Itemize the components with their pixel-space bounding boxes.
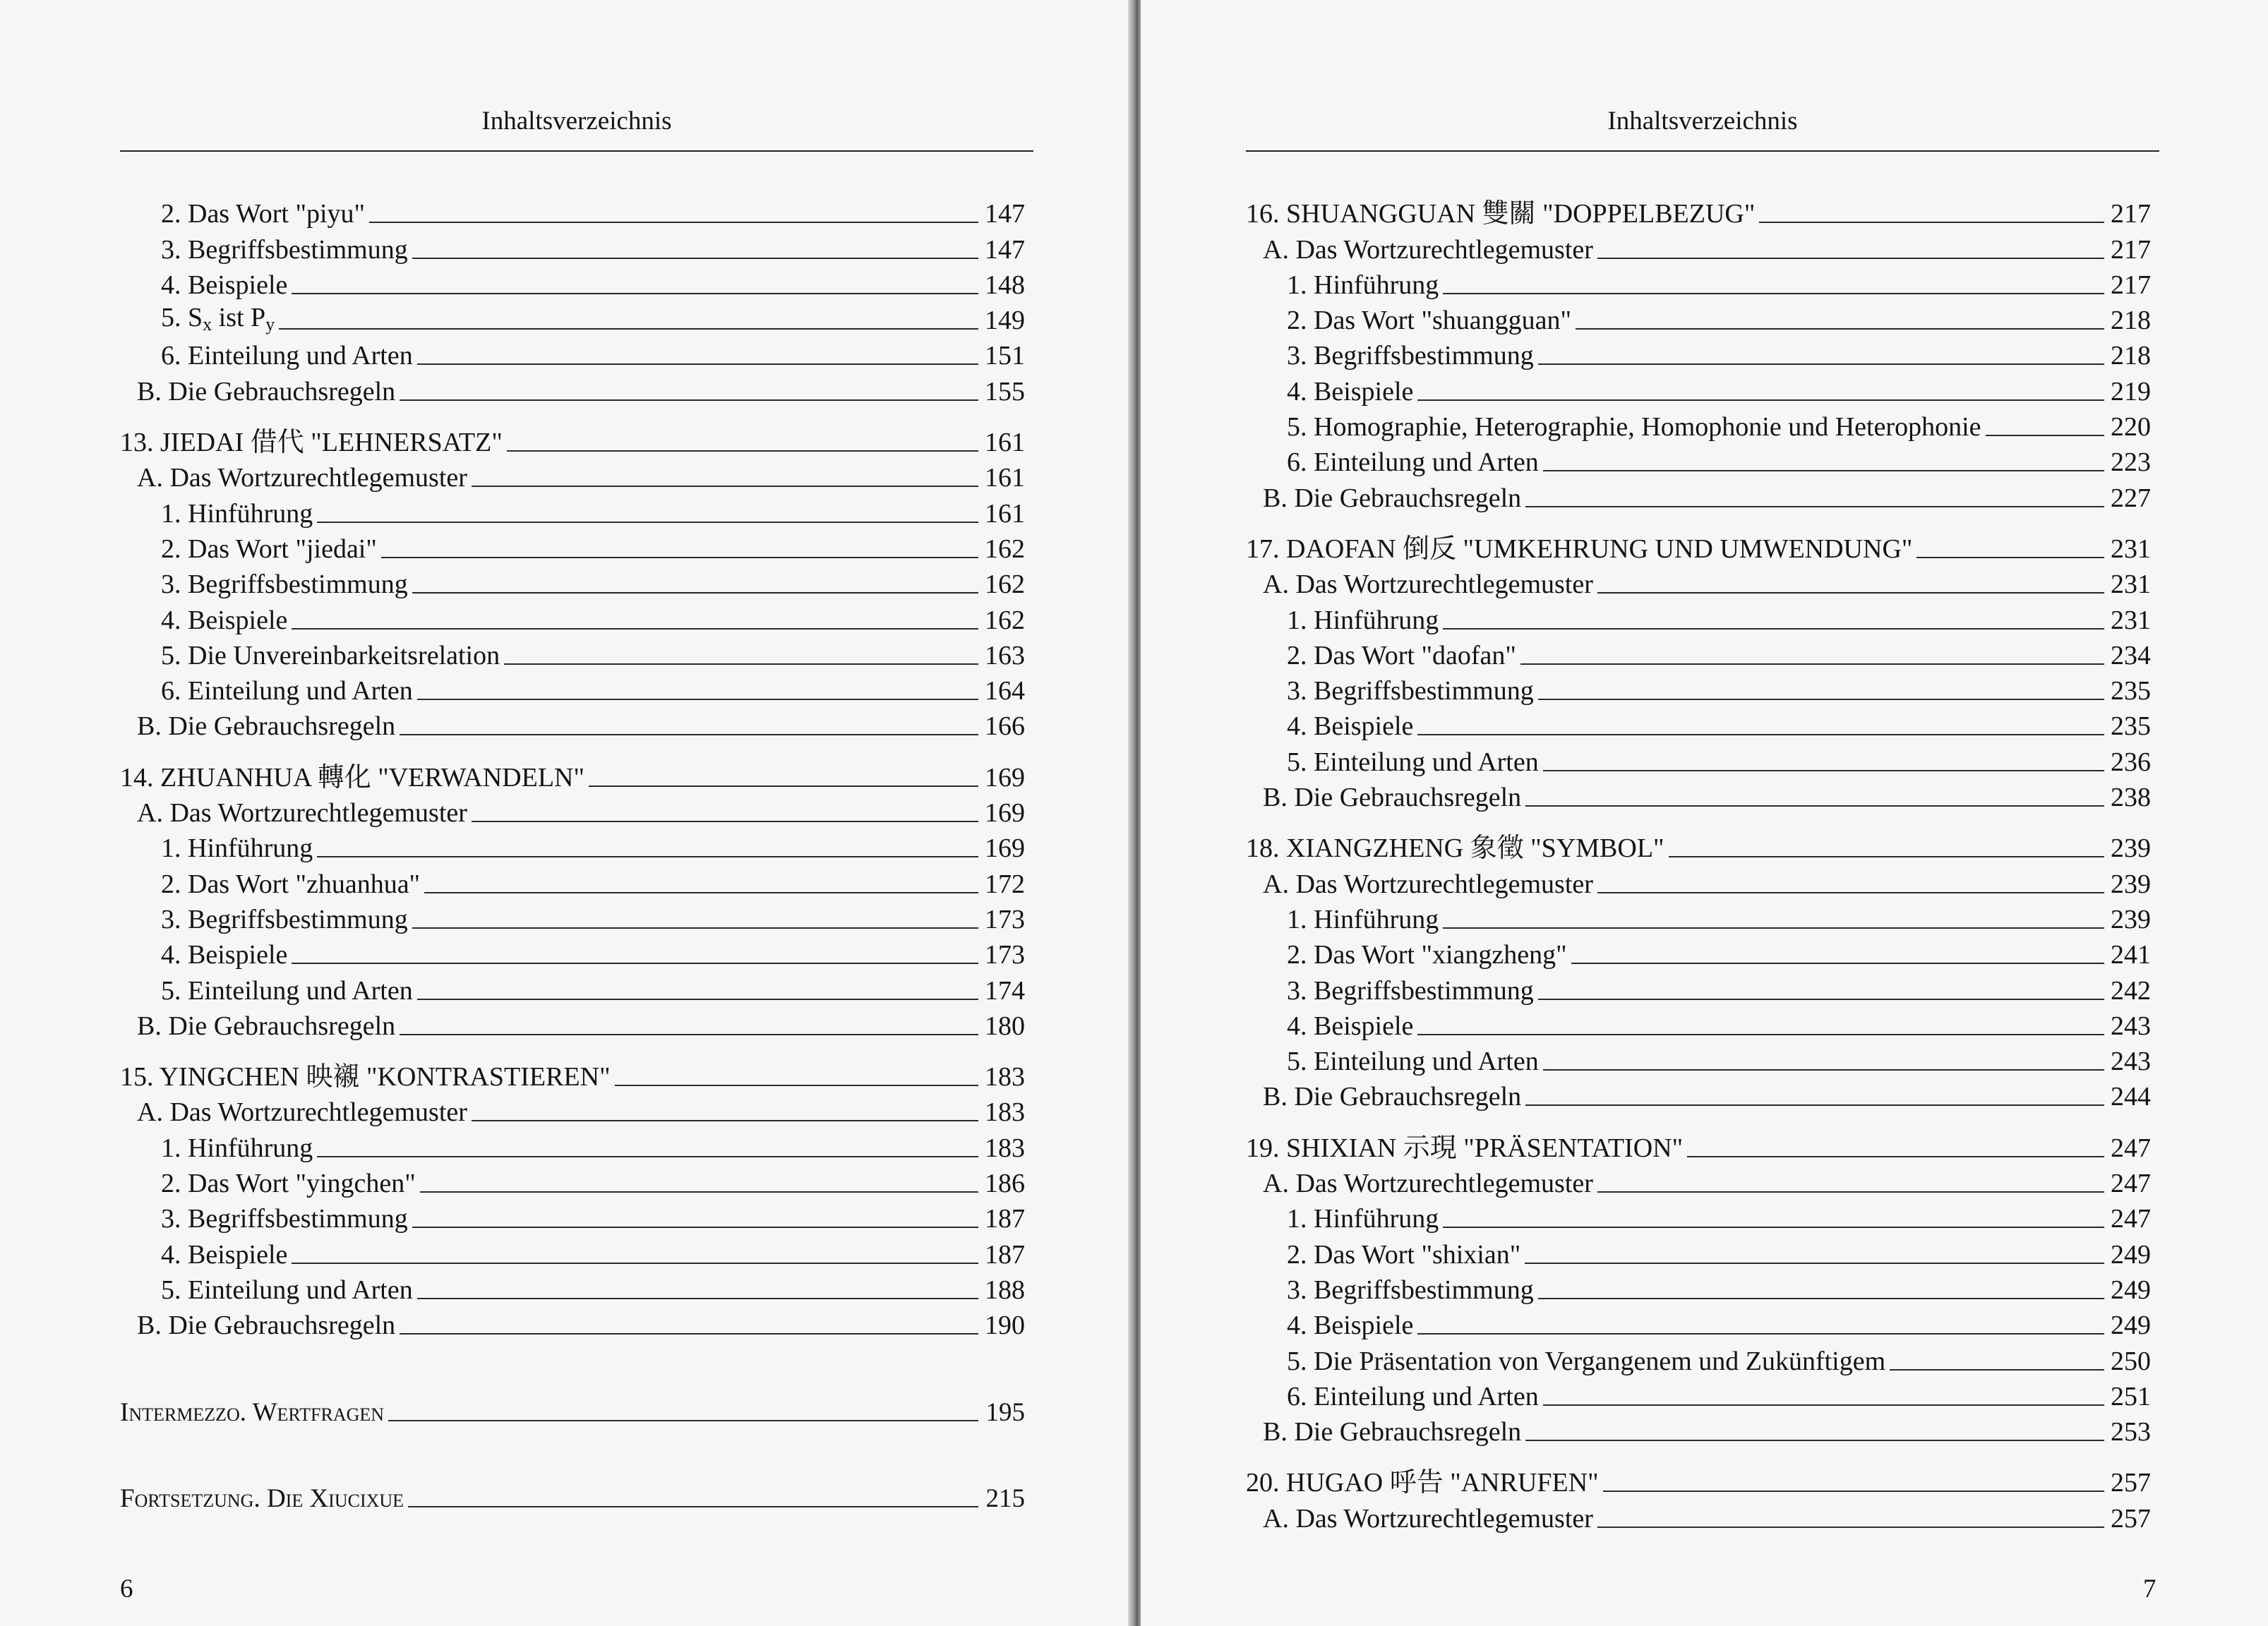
toc-leader-line [400,1034,978,1035]
toc-leader-line [1443,628,2104,630]
toc-entry-title: 15. YINGCHEN 映襯 "KONTRASTIEREN" [120,1062,611,1092]
toc-leader-line [1597,1526,2104,1528]
toc-page-number: 231 [2111,534,2151,564]
toc-entry [1246,598,2151,633]
toc-entry-title: 5. Einteilung und Arten [161,1275,413,1305]
toc-page-number: 169 [985,762,1025,793]
toc-leader-line [472,486,978,487]
toc-page-number: 227 [2111,483,2151,513]
toc-entry-title: A. Das Wortzurechtlegemuster [1263,1169,1593,1199]
toc-entry [1246,933,2151,968]
toc-entry [1246,968,2151,1004]
toc-entry-title: A. Das Wortzurechtlegemuster [137,463,467,493]
toc-page-number: 183 [985,1133,1025,1163]
toc-page-number: 244 [2111,1082,2151,1112]
toc-entry [1246,1339,2151,1374]
toc-entry-title: 3. Begriffsbestimmung [161,1204,408,1234]
toc-page-number: 161 [985,498,1025,529]
toc-leader-line [1543,470,2104,471]
toc-entry [1246,562,2151,598]
toc-page-number: 218 [2111,306,2151,336]
toc-page-number: 173 [985,904,1025,934]
toc-leader-line [412,1227,978,1228]
toc-entry-title: B. Die Gebrauchsregeln [1263,483,1522,513]
toc-entry-title: 3. Begriffsbestimmung [1287,341,1534,371]
right-page [1141,0,2268,1626]
toc-entry [1246,1162,2151,1197]
toc-entry [1246,227,2151,263]
toc-entry [120,1162,1025,1197]
toc-leader-line [1597,1191,2104,1193]
toc-entry-title: 1. Hinführung [1287,270,1439,300]
toc-leader-line [615,1085,978,1086]
toc-page-number: 164 [985,676,1025,706]
toc-page-number: 169 [985,833,1025,864]
toc-leader-line [317,522,978,523]
toc-leader-line [1417,734,2104,735]
toc-entry [120,299,1025,334]
toc-entry-title: 1. Hinführung [161,833,313,864]
toc-page-number: 169 [985,798,1025,829]
toc-leader-line [381,557,978,558]
toc-entry [1246,1375,2151,1410]
toc-page-number: 162 [985,570,1025,600]
toc-entry-title: 6. Einteilung und Arten [1287,1381,1539,1411]
toc-page-number: 174 [985,975,1025,1006]
toc-entry [1246,1410,2151,1445]
toc-page-number: 234 [2111,640,2151,670]
toc-entry-title: 1. Hinführung [1287,605,1439,635]
toc-chapter-entry [1246,192,2151,227]
toc-page-number: 239 [2111,904,2151,934]
toc-page-number: 172 [985,869,1025,899]
toc-entry [1246,1197,2151,1232]
toc-chapter-entry [120,1055,1025,1090]
toc-entry [1246,1303,2151,1339]
toc-page-number: 238 [2111,783,2151,813]
toc-entry-title: 13. JIEDAI 借代 "LEHNERSATZ" [120,428,503,458]
toc-entry [120,898,1025,933]
toc-leader-line [400,1333,978,1335]
toc-entry [1246,776,2151,811]
toc-page-number: 186 [985,1169,1025,1199]
toc-entry-title: 2. Das Wort "jiedai" [161,534,377,564]
toc-leader-line [279,328,978,330]
toc-entry [120,1090,1025,1126]
toc-entry [1246,1040,2151,1075]
toc-entry-title: 2. Das Wort "yingchen" [161,1169,416,1199]
toc-page-number: 241 [2111,940,2151,970]
toc-entry [120,1303,1025,1339]
toc-chapter-entry [120,421,1025,456]
toc-page-number: 215 [985,1483,1025,1513]
toc-leader-line [420,1191,978,1193]
toc-page-number: 162 [985,534,1025,564]
right-toc [1246,192,2151,1532]
toc-page-number: 148 [985,270,1025,300]
toc-entry [1246,1268,2151,1303]
toc-entry [120,227,1025,263]
toc-entry [1246,1075,2151,1110]
toc-page-number: 187 [985,1204,1025,1234]
right-header-rule [1246,150,2159,152]
toc-leader-line [1571,963,2104,964]
toc-entry-title: 17. DAOFAN 倒反 "UMKEHRUNG UND UMWENDUNG" [1246,534,1913,564]
left-header-rule [120,150,1033,152]
toc-entry [1246,1232,2151,1270]
toc-leader-line [1538,363,2104,365]
toc-entry [120,1126,1025,1161]
toc-page-number: 257 [2111,1468,2151,1498]
toc-leader-line [417,999,978,1000]
toc-entry [120,527,1025,562]
toc-page-number: 162 [985,605,1025,635]
toc-entry-title: 4. Beispiele [1287,1011,1414,1041]
toc-leader-line [1597,592,2104,594]
toc-leader-line [1538,699,2104,700]
toc-page-number: 231 [2111,605,2151,635]
toc-entry-title: 4. Beispiele [1287,711,1414,742]
toc-entry-title: 1. Hinführung [161,1133,313,1163]
toc-entry [120,1004,1025,1040]
toc-leader-line [1597,258,2104,259]
toc-entry-title: 3. Begriffsbestimmung [161,234,408,265]
toc-leader-line [504,663,978,665]
toc-page-number: 220 [2111,412,2151,442]
toc-entry [120,263,1025,299]
toc-entry-title: 5. Die Unvereinbarkeitsrelation [161,640,500,670]
toc-entry-title: A. Das Wortzurechtlegemuster [1263,570,1593,600]
toc-entry [120,862,1025,897]
toc-entry-title: B. Die Gebrauchsregeln [137,711,396,742]
toc-page-number: 247 [2111,1204,2151,1234]
toc-leader-line [412,592,978,594]
toc-entry-title: 1. Hinführung [161,498,313,529]
toc-entry [1246,334,2151,369]
toc-leader-line [1520,663,2104,665]
toc-page-number: 183 [985,1062,1025,1092]
toc-leader-line [1687,1156,2104,1157]
toc-page-number: 247 [2111,1169,2151,1199]
toc-page-number: 243 [2111,1047,2151,1077]
toc-entry [120,791,1025,829]
toc-entry-title: A. Das Wortzurechtlegemuster [137,1097,467,1128]
toc-leader-line [388,1420,978,1421]
toc-leader-line [1543,1069,2104,1071]
toc-entry-title: 5. Einteilung und Arten [1287,1047,1539,1077]
toc-entry-title: 4. Beispiele [161,1239,288,1270]
toc-leader-line [1417,399,2104,401]
toc-entry [1246,299,2151,334]
toc-entry-title: 2. Das Wort "zhuanhua" [161,869,421,899]
toc-page-number: 217 [2111,199,2151,229]
toc-page-number: 253 [2111,1417,2151,1447]
toc-entry [120,1197,1025,1232]
toc-entry [120,704,1025,740]
toc-entry-title: 4. Beispiele [161,940,288,970]
toc-page-number: 163 [985,640,1025,670]
toc-entry [1246,704,2151,740]
toc-entry-title: 2. Das Wort "xiangzheng" [1287,940,1567,970]
toc-entry [120,669,1025,704]
toc-leader-line [1890,1369,2104,1371]
toc-leader-line [507,450,978,452]
toc-entry-title: 1. Hinführung [1287,904,1439,934]
toc-leader-line [292,1263,978,1264]
toc-entry-title: 16. SHUANGGUAN 雙關 "DOPPELBEZUG" [1246,199,1756,229]
left-page-number: 6 [120,1574,133,1603]
toc-entry-title: B. Die Gebrauchsregeln [1263,783,1522,813]
toc-leader-line [1576,328,2104,330]
toc-entry-title: 5. Homographie, Heterographie, Homophonie und Heterophonie [1287,412,1981,442]
toc-leader-line [408,1506,978,1507]
toc-entry [120,562,1025,598]
toc-leader-line [417,1298,978,1299]
toc-leader-line [1543,1404,2104,1406]
toc-leader-line [417,699,978,700]
toc-leader-line [369,222,978,223]
toc-page-number: 247 [2111,1133,2151,1163]
toc-entry-title: 14. ZHUANHUA 轉化 "VERWANDELN" [120,762,584,793]
toc-entry-title: 1. Hinführung [1287,1204,1439,1234]
toc-entry-title: 19. SHIXIAN 示現 "PRÄSENTATION" [1246,1133,1684,1163]
toc-page-number: 235 [2111,676,2151,706]
toc-entry-title: 6. Einteilung und Arten [161,341,413,371]
toc-entry [120,1232,1025,1270]
toc-page-number: 173 [985,940,1025,970]
toc-page-number: 235 [2111,711,2151,742]
toc-entry [1246,1496,2151,1534]
toc-entry-title: 2. Das Wort "shuangguan" [1287,306,1571,336]
toc-leader-line [1417,1034,2104,1035]
toc-chapter-entry [1246,527,2151,562]
toc-entry-title: B. Die Gebrauchsregeln [1263,1417,1522,1447]
toc-leader-line [1525,805,2104,807]
toc-entry-title: 20. HUGAO 呼告 "ANRUFEN" [1246,1468,1599,1498]
toc-leader-line [292,628,978,630]
toc-chapter-entry [1246,826,2151,862]
toc-chapter-entry [1246,1461,2151,1496]
toc-leader-line [472,1120,978,1121]
toc-entry-title: 3. Begriffsbestimmung [1287,1275,1534,1305]
toc-page-number: 236 [2111,747,2151,777]
toc-page-number: 155 [985,376,1025,406]
toc-entry [120,634,1025,669]
toc-entry [120,334,1025,369]
toc-section-entry [120,1390,1025,1425]
toc-page-number: 217 [2111,270,2151,300]
toc-entry-title: 18. XIANGZHENG 象徵 "SYMBOL" [1246,833,1664,864]
toc-page-number: 231 [2111,570,2151,600]
toc-leader-line [1525,1104,2104,1106]
toc-leader-line [1525,506,2104,507]
toc-leader-line [1543,770,2104,771]
toc-entry-title: A. Das Wortzurechtlegemuster [1263,234,1593,265]
toc-entry-title: 3. Begriffsbestimmung [1287,975,1534,1006]
toc-leader-line [400,734,978,735]
toc-leader-line [1759,222,2104,223]
toc-page-number: 183 [985,1097,1025,1128]
toc-page-number: 249 [2111,1275,2151,1305]
toc-entry [120,826,1025,862]
toc-leader-line [317,856,978,857]
toc-entry-title: B. Die Gebrauchsregeln [1263,1082,1522,1112]
toc-entry [1246,669,2151,704]
toc-page-number: 187 [985,1239,1025,1270]
toc-entry-title: B. Die Gebrauchsregeln [137,376,396,406]
toc-page-number: 219 [2111,376,2151,406]
toc-page-number: 218 [2111,341,2151,371]
toc-leader-line [1538,999,2104,1000]
toc-leader-line [1525,1440,2104,1441]
toc-section-entry [120,1476,1025,1512]
toc-entry [1246,263,2151,299]
toc-page-number: 239 [2111,833,2151,864]
toc-leader-line [1443,927,2104,929]
toc-chapter-entry [1246,1126,2151,1161]
toc-entry [120,369,1025,404]
toc-entry-title: 3. Begriffsbestimmung [161,904,408,934]
toc-entry-title: 5. Einteilung und Arten [161,975,413,1006]
toc-entry-title: A. Das Wortzurechtlegemuster [1263,869,1593,899]
toc-entry-title: 6. Einteilung und Arten [161,676,413,706]
toc-page-number: 195 [985,1397,1025,1427]
toc-leader-line [1986,435,2104,436]
toc-entry [1246,405,2151,440]
toc-entry [1246,1004,2151,1040]
toc-entry-title: 5. Die Präsentation von Vergangenem und Zukünftigem [1287,1346,1886,1376]
toc-page-number: 251 [2111,1381,2151,1411]
toc-entry-title: 2. Das Wort "piyu" [161,199,366,229]
toc-leader-line [1669,856,2104,857]
toc-page-number: 147 [985,199,1025,229]
toc-entry-title: 3. Begriffsbestimmung [1287,676,1534,706]
toc-leader-line [1916,557,2104,558]
toc-leader-line [417,363,978,365]
toc-page-number: 180 [985,1011,1025,1041]
toc-page-number: 161 [985,463,1025,493]
toc-entry-title: 6. Einteilung und Arten [1287,447,1539,478]
toc-chapter-entry [120,755,1025,793]
toc-entry [120,491,1025,529]
toc-leader-line [400,399,978,401]
toc-page-number: 257 [2111,1503,2151,1534]
toc-leader-line [412,927,978,929]
toc-leader-line [1525,1263,2104,1264]
toc-entry-title: 4. Beispiele [161,605,288,635]
toc-leader-line [1443,293,2104,294]
toc-page-number: 188 [985,1275,1025,1305]
left-toc [120,192,1025,1512]
toc-leader-line [317,1156,978,1157]
toc-page-number: 147 [985,234,1025,265]
toc-entry [120,933,1025,968]
toc-entry [120,968,1025,1004]
toc-page-number: 149 [985,306,1025,336]
toc-entry [1246,476,2151,511]
toc-entry-title: 4. Beispiele [1287,376,1414,406]
toc-entry-title: 5. $S_x$ ist $P_y$ [161,303,275,335]
toc-entry-title: A. Das Wortzurechtlegemuster [1263,1503,1593,1534]
toc-entry-title: Fortsetzung. Die Xiucixue [120,1483,404,1513]
toc-page-number: 161 [985,428,1025,458]
toc-entry [120,456,1025,491]
toc-entry-title: 2. Das Wort "daofan" [1287,640,1516,670]
toc-page-number: 151 [985,341,1025,371]
toc-entry-title: 2. Das Wort "shixian" [1287,1239,1521,1270]
toc-page-number: 243 [2111,1011,2151,1041]
toc-entry [120,598,1025,633]
toc-page-number: 250 [2111,1346,2151,1376]
toc-entry [1246,862,2151,897]
toc-entry [1246,369,2151,404]
left-running-head: Inhaltsverzeichnis [481,107,672,136]
toc-entry [120,192,1025,227]
toc-leader-line [412,258,978,259]
toc-leader-line [1538,1298,2104,1299]
toc-entry-title: Intermezzo. Wertfragen [120,1397,385,1427]
toc-page-number: 249 [2111,1311,2151,1341]
toc-entry [1246,740,2151,775]
toc-entry [120,1268,1025,1303]
toc-leader-line [1443,1227,2104,1228]
toc-entry [1246,898,2151,933]
toc-entry-title: 4. Beispiele [1287,1311,1414,1341]
right-running-head: Inhaltsverzeichnis [1607,107,1798,136]
toc-entry [1246,440,2151,476]
toc-entry-title: 5. Einteilung und Arten [1287,747,1539,777]
toc-entry [1246,634,2151,669]
toc-entry-title: 4. Beispiele [161,270,288,300]
toc-entry-title: B. Die Gebrauchsregeln [137,1311,396,1341]
toc-leader-line [472,821,978,822]
toc-page-number: 166 [985,711,1025,742]
toc-page-number: 190 [985,1311,1025,1341]
toc-page-number: 217 [2111,234,2151,265]
toc-leader-line [292,963,978,964]
toc-leader-line [1417,1333,2104,1335]
toc-leader-line [589,785,978,787]
toc-page-number: 242 [2111,975,2151,1006]
right-page-number: 7 [2143,1574,2156,1603]
toc-entry-title: 3. Begriffsbestimmung [161,570,408,600]
toc-leader-line [1603,1490,2104,1492]
toc-page-number: 249 [2111,1239,2151,1270]
toc-leader-line [1597,892,2104,893]
toc-page-number: 223 [2111,447,2151,478]
toc-entry-title: B. Die Gebrauchsregeln [137,1011,396,1041]
toc-leader-line [424,892,978,893]
toc-leader-line [292,293,978,294]
toc-page-number: 239 [2111,869,2151,899]
toc-entry-title: A. Das Wortzurechtlegemuster [137,798,467,829]
